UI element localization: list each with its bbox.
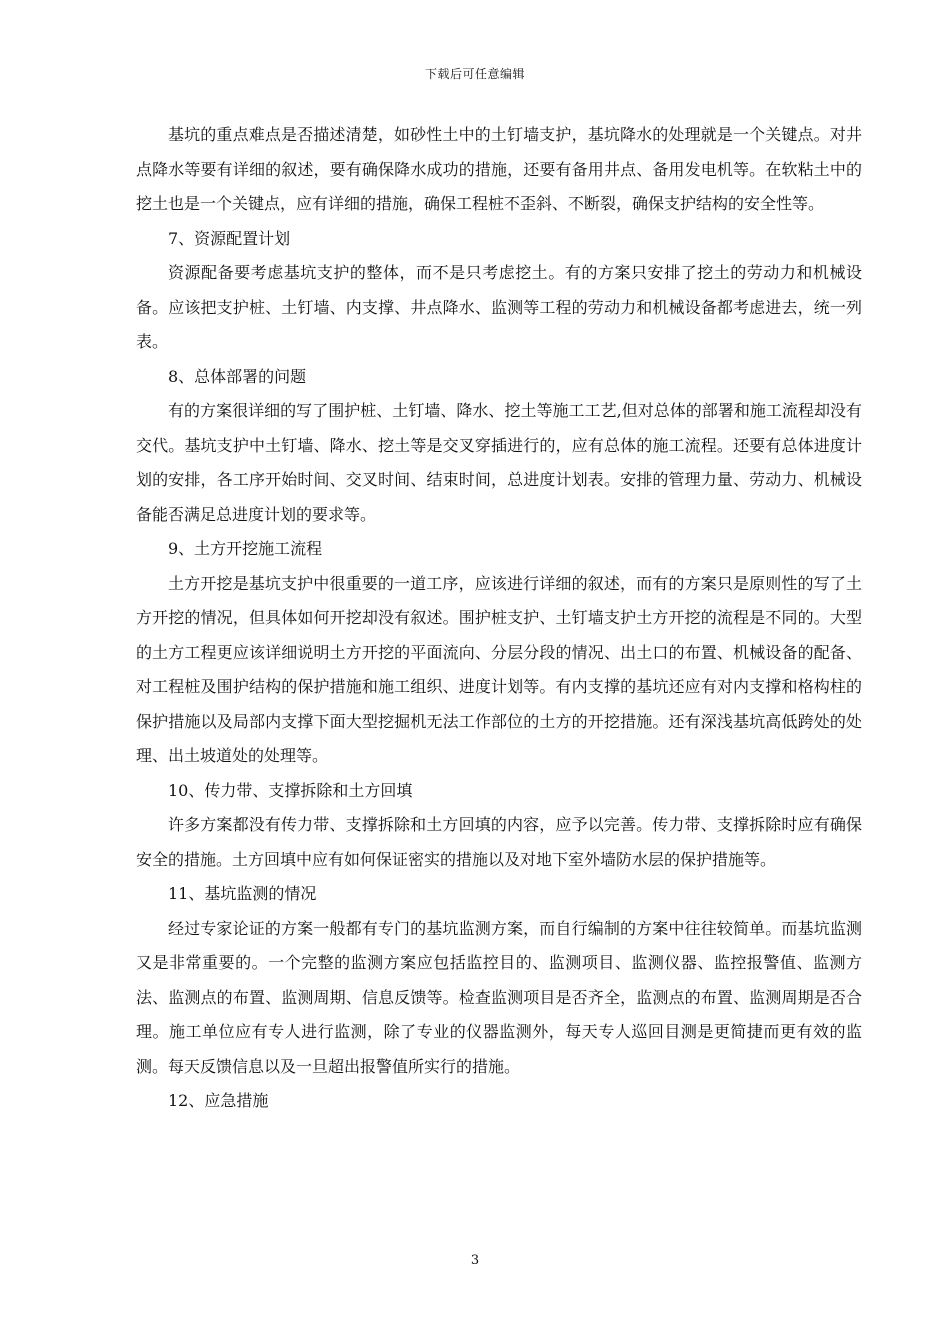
section-heading-7: 7、资源配置计划 [168, 228, 291, 248]
page-header: 下载后可任意编辑 [424, 67, 525, 81]
section-heading-9: 9、土方开挖施工流程 [168, 539, 323, 558]
section-heading-10: 10、传力带、支撑拆除和土方回填 [168, 780, 413, 800]
section-heading-11: 11、基坑监测的情况 [168, 884, 317, 903]
paragraph-resource-allocation: 资源配备要考虑基坑支护的整体，而不是只考虑挖土。有的方案只安排了挖土的劳动力和机械设备。应该把支护桩、土钉墙、内支撑、井点降水、监测等工程的劳动力和机械设备都考虑进去，统一列表。 [136, 263, 862, 351]
paragraph-key-difficulties: 基坑的重点难点是否描述清楚，如砂性土中的土钉墙支护，基坑降水的处理就是一个关键点。对井点降水等要有详细的叙述，要有确保降水成功的措施，还要有备用井点、备用发电机等。在软粘土中的挖土也是一个关键点，应有详细的措施，确保工程桩不歪斜、不断裂，确保支护结构的安全性等。 [136, 125, 862, 213]
paragraph-overall-deployment: 有的方案很详细的写了围护桩、土钉墙、降水、挖土等施工工艺,但对总体的部署和施工流程却没有交代。基坑支护中土钉墙、降水、挖土等是交叉穿插进行的，应有总体的施工流程。还要有总体进度计划的安排，各工序开始时间、交叉时间、结束时间，总进度计划表。安排的管理力量、劳动力、机械设备能否满足总进度计划的要求等。 [136, 401, 862, 524]
paragraph-support-removal-backfill: 许多方案都没有传力带、支撑拆除和土方回填的内容，应予以完善。传力带、支撑拆除时应有确保安全的措施。土方回填中应有如何保证密实的措施以及对地下室外墙防水层的保护措施等。 [136, 815, 862, 869]
section-heading-12: 12、应急措施 [168, 1091, 269, 1110]
page-number: 3 [470, 1253, 480, 1268]
paragraph-excavation-process: 土方开挖是基坑支护中很重要的一道工序，应该进行详细的叙述，而有的方案只是原则性的写了土方开挖的情况，但具体如何开挖却没有叙述。围护桩支护、土钉墙支护土方开挖的流程是不同的。大型的土方工程更应该详细说明土方开挖的平面流向、分层分段的情况、出土口的布置、机械设备的配备、对工程桩及围护结构的保护措施和施工组织、进度计划等。有内支撑的基坑还应有对内支撑和格构柱的保护措施以及局部内支撑下面大型挖掘机无法工作部位的土方的开挖措施。还有深浅基坑高低跨处的处理、出土坡道处的处理等。 [136, 573, 862, 765]
section-heading-8: 8、总体部署的问题 [168, 366, 307, 386]
document-body [136, 118, 862, 1119]
paragraph-monitoring: 经过专家论证的方案一般都有专门的基坑监测方案，而自行编制的方案中往往较简单。而基坑监测又是非常重要的。一个完整的监测方案应包括监控目的、监测项目、监测仪器、监控报警值、监测方法、监测点的布置、监测周期、信息反馈等。检查监测项目是否齐全，监测点的布置、监测周期是否合理。施工单位应有专人进行监测，除了专业的仪器监测外，每天专人巡回目测是更简捷而更有效的监测。每天反馈信息以及一旦超出报警值所实行的措施。 [136, 918, 862, 1076]
